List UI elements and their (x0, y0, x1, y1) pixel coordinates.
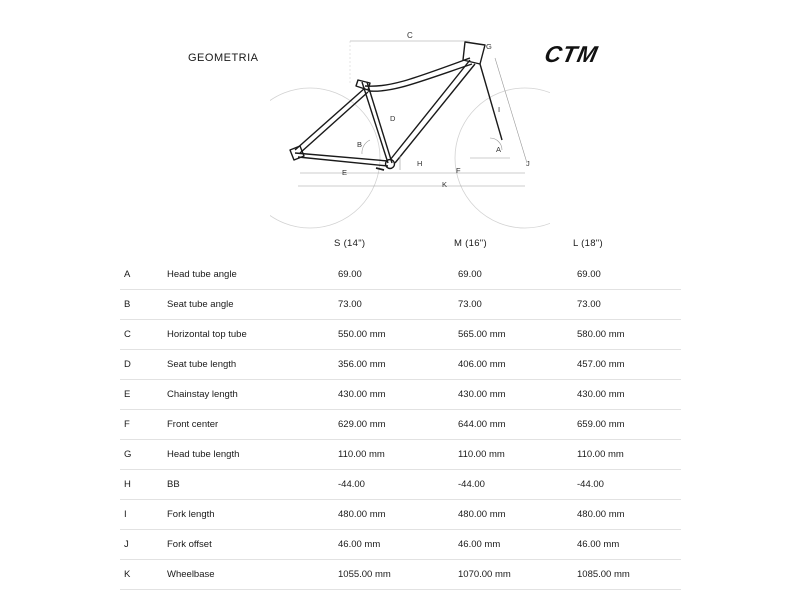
row-measurement: Horizontal top tube (167, 320, 338, 350)
row-key: C (120, 320, 167, 350)
row-key: J (120, 530, 167, 560)
cell-size-l: 73.00 (577, 290, 681, 320)
cell-size-s: 550.00 mm (338, 320, 458, 350)
cell-size-l: 1085.00 mm (577, 560, 681, 590)
row-key: K (120, 560, 167, 590)
cell-size-m: 46.00 mm (458, 530, 577, 560)
cell-size-l: 46.00 mm (577, 530, 681, 560)
cell-size-s: 480.00 mm (338, 500, 458, 530)
cell-size-s: 110.00 mm (338, 440, 458, 470)
label-i: I (498, 105, 501, 114)
row-key: F (120, 410, 167, 440)
table-row (120, 530, 681, 560)
row-measurement: Seat tube angle (167, 290, 338, 320)
table-row (120, 350, 681, 380)
row-key: D (120, 350, 167, 380)
row-measurement: Chainstay length (167, 380, 338, 410)
row-measurement: Front center (167, 410, 338, 440)
cell-size-m: 406.00 mm (458, 350, 577, 380)
row-measurement: Head tube angle (167, 260, 338, 290)
cell-size-m: 69.00 (458, 260, 577, 290)
row-key: A (120, 260, 167, 290)
cell-size-s: 73.00 (338, 290, 458, 320)
label-d: D (390, 114, 396, 123)
row-measurement: Seat tube length (167, 350, 338, 380)
label-h: H (417, 159, 423, 168)
table-row (120, 500, 681, 530)
label-k: K (442, 180, 448, 189)
table-row (120, 380, 681, 410)
label-g: G (486, 42, 492, 51)
cell-size-m: -44.00 (458, 470, 577, 500)
label-f: F (456, 166, 461, 175)
cell-size-l: 480.00 mm (577, 500, 681, 530)
cell-size-m: 1070.00 mm (458, 560, 577, 590)
cell-size-s: 430.00 mm (338, 380, 458, 410)
cell-size-s: 69.00 (338, 260, 458, 290)
label-a: A (496, 145, 502, 154)
geometry-table (120, 260, 681, 590)
table-row (120, 290, 681, 320)
table-row (120, 320, 681, 350)
frame (290, 42, 502, 170)
label-e: E (342, 168, 348, 177)
cell-size-m: 565.00 mm (458, 320, 577, 350)
cell-size-m: 110.00 mm (458, 440, 577, 470)
rear-wheel (270, 88, 380, 228)
row-measurement: Fork offset (167, 530, 338, 560)
cell-size-s: 356.00 mm (338, 350, 458, 380)
cell-size-s: 1055.00 mm (338, 560, 458, 590)
bike-geometry-diagram (270, 28, 550, 233)
cell-size-m: 430.00 mm (458, 380, 577, 410)
row-key: G (120, 440, 167, 470)
cell-size-s: -44.00 (338, 470, 458, 500)
row-key: H (120, 470, 167, 500)
ctm-logo (540, 40, 650, 68)
cell-size-m: 480.00 mm (458, 500, 577, 530)
cell-size-l: 69.00 (577, 260, 681, 290)
row-measurement: BB (167, 470, 338, 500)
cell-size-s: 629.00 mm (338, 410, 458, 440)
page-title: GEOMETRIA (188, 52, 259, 64)
row-measurement: Fork length (167, 500, 338, 530)
table-row (120, 410, 681, 440)
cell-size-l: 580.00 mm (577, 320, 681, 350)
row-measurement: Head tube length (167, 440, 338, 470)
cell-size-l: 110.00 mm (577, 440, 681, 470)
row-key: B (120, 290, 167, 320)
label-c: C (407, 31, 413, 40)
row-measurement: Wheelbase (167, 560, 338, 590)
cell-size-l: 457.00 mm (577, 350, 681, 380)
table-row (120, 560, 681, 590)
label-j: J (526, 159, 530, 168)
table-row (120, 440, 681, 470)
label-b: B (357, 140, 363, 149)
row-key: I (120, 500, 167, 530)
cell-size-m: 644.00 mm (458, 410, 577, 440)
table-row (120, 470, 681, 500)
cell-size-m: 73.00 (458, 290, 577, 320)
cell-size-l: 430.00 mm (577, 380, 681, 410)
row-key: E (120, 380, 167, 410)
cell-size-l: 659.00 mm (577, 410, 681, 440)
column-header-m: M (16") (454, 238, 487, 249)
column-header-l: L (18") (573, 238, 603, 249)
cell-size-l: -44.00 (577, 470, 681, 500)
column-header-s: S (14") (334, 238, 366, 249)
logo-text: CTM (542, 41, 601, 67)
table-row (120, 260, 681, 290)
cell-size-s: 46.00 mm (338, 530, 458, 560)
dimension-lines (298, 58, 527, 186)
